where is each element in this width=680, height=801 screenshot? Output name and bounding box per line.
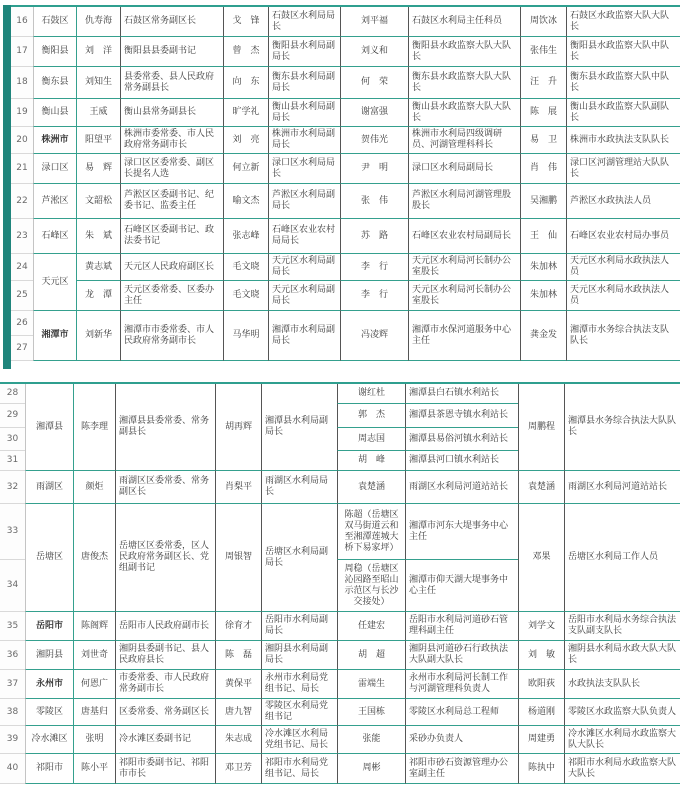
leader2-name-cell: 徐育才 bbox=[215, 612, 261, 641]
leader1-position-cell: 衡山县常务副县长 bbox=[120, 99, 223, 127]
leader1-name-cell: 唐俊杰 bbox=[73, 504, 115, 612]
leader3-name-cell: 尹 明 bbox=[340, 154, 408, 184]
leader1-name-cell: 仇寿海 bbox=[76, 7, 120, 37]
leader3-name-cell: 刘义和 bbox=[340, 37, 408, 67]
leader1-position-cell: 雨湖区区委常委、常务副区长 bbox=[115, 471, 215, 504]
section-gap bbox=[0, 370, 680, 382]
leader4-position-cell: 天元区水利局水政执法人员 bbox=[566, 281, 680, 311]
section-1-table bbox=[11, 5, 680, 361]
leader3-position-cell: 湘潭市水保河道服务中心主任 bbox=[408, 311, 520, 361]
table-row bbox=[11, 37, 680, 67]
leader4-name-cell: 周鹏程 bbox=[518, 384, 564, 471]
leader2-position-cell: 衡阳县水利局副局长 bbox=[268, 37, 340, 67]
table-row bbox=[11, 254, 680, 281]
table-row bbox=[0, 612, 680, 641]
leader4-position-cell: 祁阳市水利局水政监察大队大队长 bbox=[564, 754, 680, 784]
leader4-position-cell: 芦淞区水政执法人员 bbox=[566, 184, 680, 219]
table-row bbox=[11, 281, 680, 311]
leader1-position-cell: 市委常委、市人民政府常务副市长 bbox=[115, 670, 215, 699]
region-cell: 岳阳市 bbox=[25, 612, 73, 641]
leader3-name-cell: 谢红杜 bbox=[337, 384, 405, 404]
region-cell: 衡阳县 bbox=[33, 37, 76, 67]
leader2-name-cell: 刘 亮 bbox=[223, 127, 268, 154]
row-number-cell: 39 bbox=[0, 726, 25, 754]
region-cell: 永州市 bbox=[25, 670, 73, 699]
leader3-position-cell: 永州市水利局河长制工作与河湖管理科负责人 bbox=[405, 670, 518, 699]
leader2-position-cell: 湘阴县水利局副局长 bbox=[261, 641, 337, 670]
leader3-name-cell: 胡 峰 bbox=[337, 451, 405, 471]
leader3-name-cell: 李 行 bbox=[340, 281, 408, 311]
region-cell: 天元区 bbox=[33, 254, 76, 311]
leader2-position-cell: 岳塘区水利局副局长 bbox=[261, 504, 337, 612]
leader3-position-cell: 岳阳市水利局河道砂石管理科副主任 bbox=[405, 612, 518, 641]
leader4-name-cell: 刘 敏 bbox=[518, 641, 564, 670]
region-cell: 芦淞区 bbox=[33, 184, 76, 219]
leader3-name-cell: 贺伟光 bbox=[340, 127, 408, 154]
row-number-cell: 23 bbox=[11, 219, 33, 254]
leader3-position-cell: 祁阳市砂石资源管理办公室副主任 bbox=[405, 754, 518, 784]
leader2-position-cell: 岳阳市水利局副局长 bbox=[261, 612, 337, 641]
leader2-name-cell: 陈 磊 bbox=[215, 641, 261, 670]
left-accent-bar bbox=[3, 5, 11, 369]
leader1-position-cell: 天元区委常委、区委办主任 bbox=[120, 281, 223, 311]
leader2-name-cell: 张志峰 bbox=[223, 219, 268, 254]
leader3-name-cell: 周志国 bbox=[337, 428, 405, 451]
leader2-name-cell: 肖梨平 bbox=[215, 471, 261, 504]
leader4-name-cell: 刘学文 bbox=[518, 612, 564, 641]
leader1-name-cell: 黄志斌 bbox=[76, 254, 120, 281]
row-number-cell: 24 bbox=[11, 254, 33, 281]
leader3-position-cell: 采砂办负责人 bbox=[405, 726, 518, 754]
leader2-position-cell: 渌口区水利局局长 bbox=[268, 154, 340, 184]
table-row bbox=[0, 754, 680, 784]
row-number-cell: 32 bbox=[0, 471, 25, 504]
leader1-name-cell: 陈李理 bbox=[73, 384, 115, 471]
leader2-name-cell: 戈 锋 bbox=[223, 7, 268, 37]
leader4-name-cell: 朱加林 bbox=[520, 281, 566, 311]
leader2-name-cell: 唐九智 bbox=[215, 699, 261, 726]
leader2-name-cell: 马华明 bbox=[223, 311, 268, 361]
region-cell: 石峰区 bbox=[33, 219, 76, 254]
leader3-position-cell: 湘潭市仰天湖大堤事务中心主任 bbox=[405, 560, 518, 612]
leader2-name-cell: 邓卫芳 bbox=[215, 754, 261, 784]
leader3-name-cell: 周彬 bbox=[337, 754, 405, 784]
leader4-name-cell: 袁楚涵 bbox=[518, 471, 564, 504]
table-row bbox=[0, 471, 680, 504]
leader4-position-cell: 株洲市水政执法支队队长 bbox=[566, 127, 680, 154]
leader2-position-cell: 湘潭县水利局副局长 bbox=[261, 384, 337, 471]
leader4-position-cell: 石峰区农业农村局办事员 bbox=[566, 219, 680, 254]
region-cell: 冷水滩区 bbox=[25, 726, 73, 754]
leader4-name-cell: 周饮冰 bbox=[520, 7, 566, 37]
leader1-name-cell: 颜炬 bbox=[73, 471, 115, 504]
leader1-name-cell: 刘 洋 bbox=[76, 37, 120, 67]
leader1-name-cell: 唐基归 bbox=[73, 699, 115, 726]
leader2-position-cell: 衡山县水利局副局长 bbox=[268, 99, 340, 127]
leader3-position-cell: 零陵区水利局总工程师 bbox=[405, 699, 518, 726]
leader1-name-cell: 刘知生 bbox=[76, 67, 120, 99]
row-number-cell: 29 bbox=[0, 404, 25, 428]
leader1-name-cell: 刘新华 bbox=[76, 311, 120, 361]
leader4-name-cell: 张伟生 bbox=[520, 37, 566, 67]
leader4-name-cell: 朱加林 bbox=[520, 254, 566, 281]
leader1-position-cell: 株洲市委常委、市人民政府常务副市长 bbox=[120, 127, 223, 154]
leader1-name-cell: 陈阁辉 bbox=[73, 612, 115, 641]
leader2-name-cell: 何立新 bbox=[223, 154, 268, 184]
leader1-position-cell: 天元区人民政府副区长 bbox=[120, 254, 223, 281]
leader3-name-cell: 陈超（岳塘区双马街道云和至湘潭莲城大桥下易家坪） bbox=[337, 504, 405, 560]
leader4-position-cell: 渌口区河湖管理站大队队长 bbox=[566, 154, 680, 184]
leader4-position-cell: 水政执法支队队长 bbox=[564, 670, 680, 699]
region-cell: 渌口区 bbox=[33, 154, 76, 184]
row-number-cell: 18 bbox=[11, 67, 33, 99]
leader1-name-cell: 朱 斌 bbox=[76, 219, 120, 254]
row-number-cell: 38 bbox=[0, 699, 25, 726]
leader1-name-cell: 张明 bbox=[73, 726, 115, 754]
leader2-name-cell: 毛文晓 bbox=[223, 281, 268, 311]
leader2-name-cell: 毛文晓 bbox=[223, 254, 268, 281]
row-number-cell: 22 bbox=[11, 184, 33, 219]
leader2-name-cell: 喻文杰 bbox=[223, 184, 268, 219]
leader3-position-cell: 芦淞区水利局河湖管理股股长 bbox=[408, 184, 520, 219]
table-row bbox=[0, 504, 680, 560]
leader3-position-cell: 衡阳县水政监察大队大队长 bbox=[408, 37, 520, 67]
region-cell: 石鼓区 bbox=[33, 7, 76, 37]
table-row bbox=[0, 699, 680, 726]
leader3-name-cell: 苏 路 bbox=[340, 219, 408, 254]
section-2-table bbox=[0, 382, 680, 784]
leader4-name-cell: 周建勇 bbox=[518, 726, 564, 754]
row-number-cell: 40 bbox=[0, 754, 25, 784]
leader2-position-cell: 永州市水利局党组书记、局长 bbox=[261, 670, 337, 699]
leader2-position-cell: 湘潭市水利局副局长 bbox=[268, 311, 340, 361]
leader1-position-cell: 湘潭市市委常委、市人民政府常务副市长 bbox=[120, 311, 223, 361]
leader1-name-cell: 龙 潭 bbox=[76, 281, 120, 311]
leader2-position-cell: 株洲市水利局副局长 bbox=[268, 127, 340, 154]
leader3-name-cell: 何 荣 bbox=[340, 67, 408, 99]
leader3-name-cell: 胡 超 bbox=[337, 641, 405, 670]
row-number-cell: 33 bbox=[0, 504, 25, 560]
leader3-position-cell: 天元区水利局河长制办公室股长 bbox=[408, 254, 520, 281]
table-row bbox=[11, 127, 680, 154]
leader1-position-cell: 渌口区区委常委、副区长提名人选 bbox=[120, 154, 223, 184]
leader1-name-cell: 易 辉 bbox=[76, 154, 120, 184]
leader1-name-cell: 何恩广 bbox=[73, 670, 115, 699]
leader4-position-cell: 衡东县水政监察大队中队长 bbox=[566, 67, 680, 99]
leader3-position-cell: 湘阴县河道砂石行政执法大队副大队长 bbox=[405, 641, 518, 670]
leader3-name-cell: 谢富强 bbox=[340, 99, 408, 127]
region-cell: 祁阳市 bbox=[25, 754, 73, 784]
row-number-cell: 28 bbox=[0, 384, 25, 404]
row-number-cell: 30 bbox=[0, 428, 25, 451]
region-cell: 雨湖区 bbox=[25, 471, 73, 504]
leader1-name-cell: 刘世奇 bbox=[73, 641, 115, 670]
leader4-position-cell: 岳塘区水利局工作人员 bbox=[564, 504, 680, 612]
region-cell: 株洲市 bbox=[33, 127, 76, 154]
row-number-cell: 16 bbox=[11, 7, 33, 37]
leader1-position-cell: 岳塘区区委常委，区人民政府常务副区长、党组副书记 bbox=[115, 504, 215, 612]
leader2-position-cell: 天元区水利局副局长 bbox=[268, 281, 340, 311]
leader3-name-cell: 任建宏 bbox=[337, 612, 405, 641]
leader4-name-cell: 汪 升 bbox=[520, 67, 566, 99]
leader3-position-cell: 湘潭县河口镇水利站长 bbox=[405, 451, 518, 471]
region-cell: 零陵区 bbox=[25, 699, 73, 726]
leader4-name-cell: 龚金发 bbox=[520, 311, 566, 361]
leader3-name-cell: 张能 bbox=[337, 726, 405, 754]
leader1-name-cell: 文韶松 bbox=[76, 184, 120, 219]
table-row bbox=[11, 99, 680, 127]
leader3-position-cell: 湘潭县茶恩寺镇水利站长 bbox=[405, 404, 518, 428]
row-number-cell: 35 bbox=[0, 612, 25, 641]
leader1-position-cell: 岳阳市人民政府副市长 bbox=[115, 612, 215, 641]
leader4-position-cell: 衡山县水政监察大队副队长 bbox=[566, 99, 680, 127]
leader2-position-cell: 零陵区水利局党组书记 bbox=[261, 699, 337, 726]
table-row bbox=[11, 67, 680, 99]
row-number-cell: 36 bbox=[0, 641, 25, 670]
region-cell: 岳塘区 bbox=[25, 504, 73, 612]
table-row bbox=[11, 219, 680, 254]
leader4-position-cell: 湘潭市水务综合执法支队队长 bbox=[566, 311, 680, 361]
leader2-name-cell: 黄保平 bbox=[215, 670, 261, 699]
leader2-name-cell: 向 东 bbox=[223, 67, 268, 99]
leader4-name-cell: 欧阳荻 bbox=[518, 670, 564, 699]
row-number-cell: 20 bbox=[11, 127, 33, 154]
leader3-name-cell: 冯凌辉 bbox=[340, 311, 408, 361]
leader1-position-cell: 衡阳县县委副书记 bbox=[120, 37, 223, 67]
leader3-position-cell: 渌口区水利局副局长 bbox=[408, 154, 520, 184]
leader4-position-cell: 雨湖区水利局河道站站长 bbox=[564, 471, 680, 504]
leader2-position-cell: 天元区水利局副局长 bbox=[268, 254, 340, 281]
row-number-cell: 17 bbox=[11, 37, 33, 67]
leader2-position-cell: 祁阳市水利局党组书记、局长 bbox=[261, 754, 337, 784]
region-cell: 衡山县 bbox=[33, 99, 76, 127]
leader3-position-cell: 湘潭市河东大堤事务中心主任 bbox=[405, 504, 518, 560]
leader3-position-cell: 天元区水利局河长制办公室股长 bbox=[408, 281, 520, 311]
table-row bbox=[11, 184, 680, 219]
leader4-position-cell: 冷水滩区水利局水政监察大队大队长 bbox=[564, 726, 680, 754]
table-row bbox=[11, 311, 680, 336]
leader1-name-cell: 陈小平 bbox=[73, 754, 115, 784]
leader3-position-cell: 株洲市水利局四级调研员、河湖管理科科长 bbox=[408, 127, 520, 154]
leader1-position-cell: 冷水滩区委副书记 bbox=[115, 726, 215, 754]
leader2-position-cell: 雨湖区水利局局长 bbox=[261, 471, 337, 504]
region-cell: 衡东县 bbox=[33, 67, 76, 99]
leader4-position-cell: 天元区水利局水政执法人员 bbox=[566, 254, 680, 281]
leader2-position-cell: 芦淞区水利局副局长 bbox=[268, 184, 340, 219]
leader2-name-cell: 朱志成 bbox=[215, 726, 261, 754]
leader2-position-cell: 石峰区农业农村局局长 bbox=[268, 219, 340, 254]
leader3-position-cell: 衡东县水政监察大队大队长 bbox=[408, 67, 520, 99]
leader4-name-cell: 杨道刚 bbox=[518, 699, 564, 726]
row-number-cell: 27 bbox=[11, 336, 33, 361]
region-cell: 湘阴县 bbox=[25, 641, 73, 670]
row-number-cell: 26 bbox=[11, 311, 33, 336]
leader3-name-cell: 李 行 bbox=[340, 254, 408, 281]
leader1-position-cell: 祁阳市委副书记、祁阳市市长 bbox=[115, 754, 215, 784]
leader3-name-cell: 刘平福 bbox=[340, 7, 408, 37]
row-number-cell: 19 bbox=[11, 99, 33, 127]
leader2-name-cell: 周银智 bbox=[215, 504, 261, 612]
leader1-position-cell: 湘潭县县委常委、常务副县长 bbox=[115, 384, 215, 471]
leader2-position-cell: 冷水滩区水利局党组书记、局长 bbox=[261, 726, 337, 754]
leader4-position-cell: 石鼓区水政监察大队大队长 bbox=[566, 7, 680, 37]
leader1-position-cell: 县委常委、县人民政府常务副县长 bbox=[120, 67, 223, 99]
table-row bbox=[11, 7, 680, 37]
leader3-name-cell: 袁楚涵 bbox=[337, 471, 405, 504]
region-cell: 湘潭市 bbox=[33, 311, 76, 361]
leader4-name-cell: 王 仙 bbox=[520, 219, 566, 254]
leader3-name-cell: 周稳（岳塘区沁园路至昭山示范区与长沙交接处） bbox=[337, 560, 405, 612]
leader1-position-cell: 石鼓区常务副区长 bbox=[120, 7, 223, 37]
leader3-position-cell: 雨湖区水利局河道站站长 bbox=[405, 471, 518, 504]
table-row bbox=[11, 154, 680, 184]
row-number-cell: 21 bbox=[11, 154, 33, 184]
row-number-cell: 37 bbox=[0, 670, 25, 699]
row-number-cell: 34 bbox=[0, 560, 25, 612]
leader1-position-cell: 区委常委、常务副区长 bbox=[115, 699, 215, 726]
leader4-position-cell: 零陵区水政监察大队负责人 bbox=[564, 699, 680, 726]
leader1-name-cell: 阳望平 bbox=[76, 127, 120, 154]
leader4-name-cell: 吴湘鹏 bbox=[520, 184, 566, 219]
leader3-position-cell: 衡山县水政监察大队大队长 bbox=[408, 99, 520, 127]
leader1-position-cell: 芦淞区区委副书记、纪委书记、监委主任 bbox=[120, 184, 223, 219]
leader3-position-cell: 湘潭县易俗河镇水利站长 bbox=[405, 428, 518, 451]
leader1-name-cell: 王威 bbox=[76, 99, 120, 127]
leader2-name-cell: 曾 杰 bbox=[223, 37, 268, 67]
leader4-position-cell: 衡阳县水政监察大队中队长 bbox=[566, 37, 680, 67]
leader3-position-cell: 石鼓区水利局主任科员 bbox=[408, 7, 520, 37]
leader2-position-cell: 衡东县水利局副局长 bbox=[268, 67, 340, 99]
leader3-name-cell: 张 伟 bbox=[340, 184, 408, 219]
leader1-position-cell: 石峰区区委副书记、政法委书记 bbox=[120, 219, 223, 254]
leader4-name-cell: 易 卫 bbox=[520, 127, 566, 154]
table-row bbox=[0, 384, 680, 404]
table-row bbox=[0, 670, 680, 699]
leader4-name-cell: 肖 伟 bbox=[520, 154, 566, 184]
leader3-name-cell: 雷端生 bbox=[337, 670, 405, 699]
leader4-name-cell: 邓果 bbox=[518, 504, 564, 612]
leader3-position-cell: 石峰区农业农村局副局长 bbox=[408, 219, 520, 254]
table-row bbox=[0, 641, 680, 670]
leader3-position-cell: 湘潭县白石镇水利站长 bbox=[405, 384, 518, 404]
leader4-position-cell: 湘阴县水利局水政大队大队长 bbox=[564, 641, 680, 670]
leader4-position-cell: 湘潭县水务综合执法大队队长 bbox=[564, 384, 680, 471]
leader4-position-cell: 岳阳市水利局水务综合执法支队副支队长 bbox=[564, 612, 680, 641]
leader4-name-cell: 陈 展 bbox=[520, 99, 566, 127]
table-row bbox=[0, 726, 680, 754]
leader3-name-cell: 郭 杰 bbox=[337, 404, 405, 428]
leader1-position-cell: 湘阴县委副书记、县人民政府县长 bbox=[115, 641, 215, 670]
row-number-cell: 31 bbox=[0, 451, 25, 471]
leader2-name-cell: 旷学礼 bbox=[223, 99, 268, 127]
leader3-name-cell: 王国栋 bbox=[337, 699, 405, 726]
leader2-name-cell: 胡再辉 bbox=[215, 384, 261, 471]
leader4-name-cell: 陈执中 bbox=[518, 754, 564, 784]
region-cell: 湘潭县 bbox=[25, 384, 73, 471]
row-number-cell: 25 bbox=[11, 281, 33, 311]
leader2-position-cell: 石鼓区水利局局长 bbox=[268, 7, 340, 37]
